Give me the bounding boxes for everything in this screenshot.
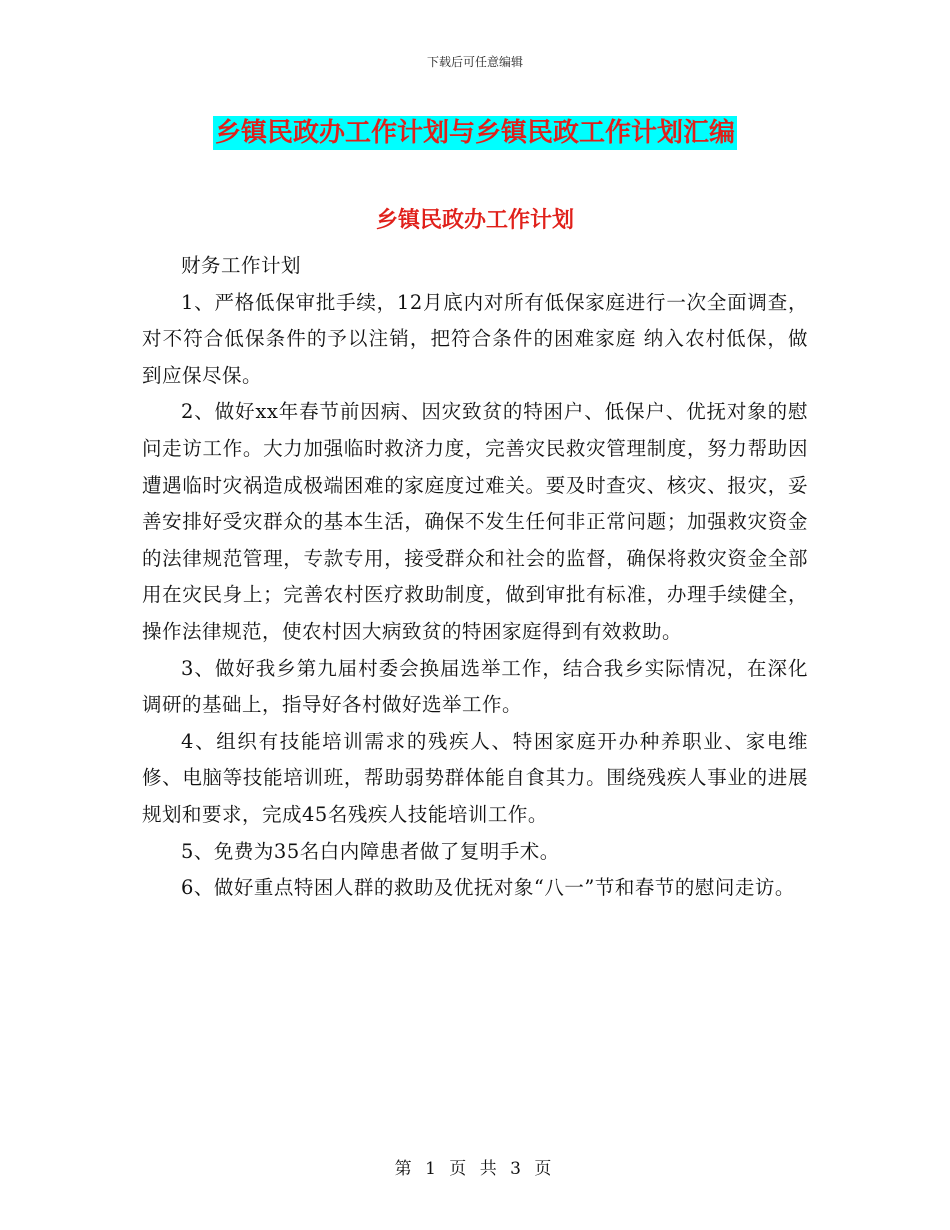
- paragraph: 6、做好重点特困人群的救助及优抚对象“八一”节和春节的慰问走访。: [181, 876, 795, 900]
- paragraph: 3、做好我乡第九届村委会换届选举工作，结合我乡实际情况，在深化调研的基础上，指导好各村做好选举工作。: [142, 656, 808, 717]
- paragraph: 5、免费为35名白内障患者做了复明手术。: [181, 839, 560, 863]
- section-title: 乡镇民政办工作计划: [375, 208, 574, 233]
- paragraph: 1、严格低保审批手续，12月底内对所有低保家庭进行一次全面调查，对不符合低保条件的予以注销，把符合条件的困难家庭 纳入农村低保，做到应保尽保。: [142, 290, 808, 387]
- document-title-text: 乡镇民政办工作计划与乡镇民政工作计划汇编: [214, 118, 735, 148]
- paragraph: 4、组织有技能培训需求的残疾人、特困家庭开办种养职业、家电维修、电脑等技能培训班，帮助弱势群体能自食其力。围绕残疾人事业的进展规划和要求，完成45名残疾人技能培训工作。: [142, 729, 808, 826]
- paragraph: 2、做好xx年春节前因病、因灾致贫的特困户、低保户、优抚对象的慰问走访工作。大力加强临时救济力度，完善灾民救灾管理制度，努力帮助因遭遇临时灾祸造成极端困难的家庭度过难关。要及时查灾、核灾、报灾，妥善安排好受灾群众的基本生活，确保不发生任何非正常问题；加强救灾资金的法律规范管理，专款专用，接受群众和社会的监督，确保将救灾资金全部用在灾民身上；完善农村医疗救助制度，做到审批有标准，办理手续健全，操作法律规范，使农村因大病致贫的特困家庭得到有效救助。: [142, 400, 808, 643]
- header-note: 下载后可任意编辑: [426, 55, 523, 69]
- page-number: 第 1 页 共 3 页: [394, 1159, 556, 1179]
- document-body: [142, 248, 808, 907]
- document-title: [0, 112, 950, 149]
- paragraph: 财务工作计划: [181, 254, 302, 277]
